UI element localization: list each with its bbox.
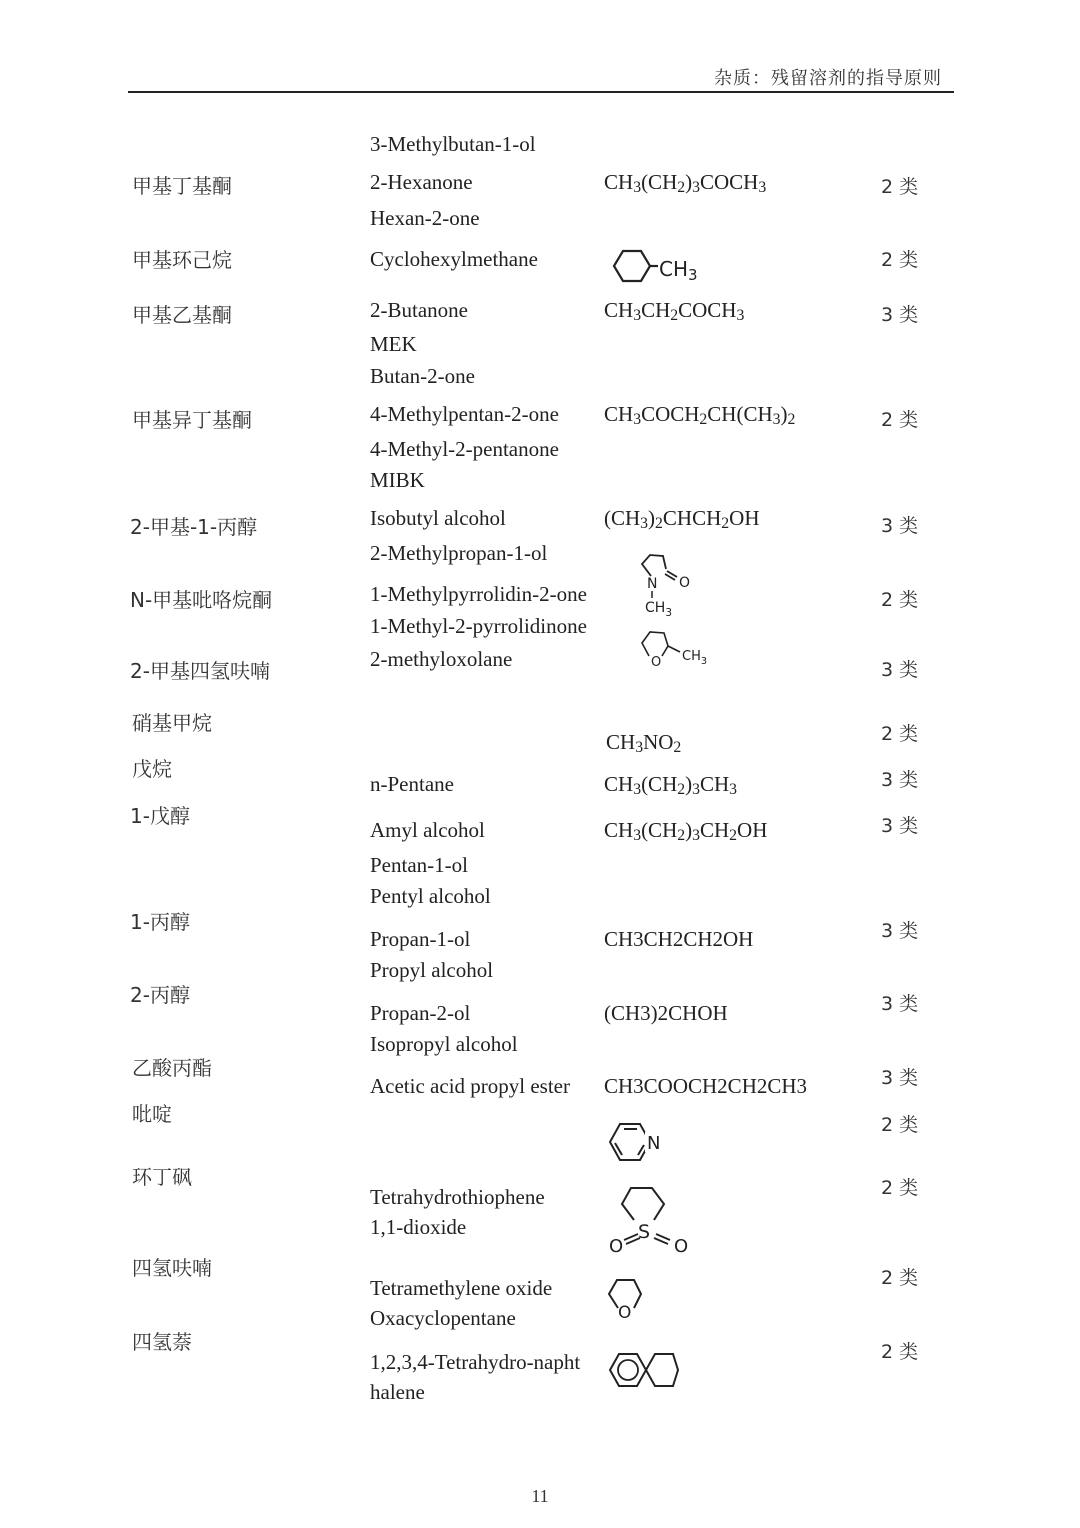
- solvent-class: 3 类: [881, 815, 919, 837]
- english-name: 1,1-dioxide: [370, 1215, 467, 1239]
- solvent-class: 3 类: [881, 304, 919, 326]
- english-name: Isopropyl alcohol: [370, 1032, 518, 1056]
- english-name: 2-Hexanone: [370, 170, 473, 194]
- solvent-class: 2 类: [881, 1177, 919, 1199]
- structure-label: O: [674, 1236, 689, 1257]
- solvent-class: 2 类: [881, 249, 919, 271]
- english-name: Oxacyclopentane: [370, 1306, 516, 1330]
- cyclohexane-ch3-structure-icon: [604, 244, 704, 288]
- english-name: Tetrahydrothiophene: [370, 1185, 545, 1209]
- structure-label: O: [618, 1303, 632, 1323]
- chinese-name: 四氢呋喃: [132, 1256, 212, 1280]
- chinese-name: 四氢萘: [132, 1330, 192, 1354]
- english-name: 2-Butanone: [370, 298, 468, 322]
- solvent-class: 3 类: [881, 993, 919, 1015]
- english-name: 4-Methyl-2-pentanone: [370, 437, 559, 461]
- solvent-class: 3 类: [881, 1067, 919, 1089]
- chinese-name: 戊烷: [132, 757, 172, 781]
- solvent-class: 2 类: [881, 1341, 919, 1363]
- english-name: Propyl alcohol: [370, 958, 494, 982]
- chinese-name: 甲基异丁基酮: [132, 408, 252, 432]
- english-name: 2-Methylpropan-1-ol: [370, 541, 548, 565]
- solvent-class: 2 类: [881, 589, 919, 611]
- molecular-formula: (CH3)2CHOH: [604, 1001, 728, 1025]
- solvent-class: 2 类: [881, 1267, 919, 1289]
- sulfolane-structure-icon: [604, 1182, 700, 1258]
- molecular-formula: $CH_3(CH_2)_3COCH_3$: [604, 170, 767, 197]
- solvent-class: 2 类: [881, 176, 919, 198]
- 2-methyloxolane-structure-icon: [636, 626, 716, 672]
- english-name: 1-Methyl-2-pyrrolidinone: [370, 614, 587, 638]
- structure-label: O: [679, 575, 691, 591]
- english-name: Propan-1-ol: [370, 927, 471, 951]
- structure-label: N: [647, 1133, 661, 1154]
- english-name: MEK: [370, 332, 417, 356]
- english-name: MIBK: [370, 468, 425, 492]
- solvent-class: 2 类: [881, 409, 919, 431]
- english-name: Cyclohexylmethane: [370, 247, 538, 271]
- english-name: Amyl alcohol: [370, 818, 485, 842]
- molecular-formula: $(CH_3)_2CHCH_2OH$: [604, 506, 760, 533]
- english-name: 4-Methylpentan-2-one: [370, 402, 559, 426]
- chinese-name: 2-甲基-1-丙醇: [130, 515, 258, 539]
- structure-label: $CH_3$: [682, 649, 708, 667]
- tetralin-structure-icon: [604, 1346, 680, 1396]
- english-name: 1,2,3,4-Tetrahydro-napht: [370, 1350, 581, 1374]
- running-header: 杂质：残留溶剂的指导原则: [714, 68, 942, 89]
- english-name: 3-Methylbutan-1-ol: [370, 132, 536, 156]
- chinese-name: 环丁砜: [132, 1165, 192, 1189]
- structure-label: S: [638, 1221, 651, 1243]
- english-name: Butan-2-one: [370, 364, 475, 388]
- english-name: Propan-2-ol: [370, 1001, 471, 1025]
- molecular-formula: $CH_3CH_2COCH_3$: [604, 298, 745, 325]
- english-name: n-Pentane: [370, 772, 454, 796]
- chinese-name: 甲基环己烷: [132, 248, 232, 272]
- english-name: Hexan-2-one: [370, 206, 480, 230]
- molecular-formula: $CH_3NO_2$: [606, 730, 682, 757]
- structure-label: $CH_3$: [645, 600, 672, 616]
- english-name: Tetramethylene oxide: [370, 1276, 553, 1300]
- molecular-formula: $CH_3(CH_2)_3CH_2OH$: [604, 818, 768, 845]
- english-name: halene: [370, 1380, 425, 1404]
- solvent-class: 3 类: [881, 659, 919, 681]
- solvent-class: 3 类: [881, 769, 919, 791]
- chinese-name: 1-丙醇: [130, 910, 190, 934]
- solvent-class: 2 类: [881, 723, 919, 745]
- chinese-name: 2-丙醇: [130, 983, 190, 1007]
- english-name: Pentan-1-ol: [370, 853, 468, 877]
- tetrahydrofuran-structure-icon: [604, 1274, 648, 1324]
- chinese-name: 吡啶: [132, 1102, 172, 1126]
- english-name: 1-Methylpyrrolidin-2-one: [370, 582, 587, 606]
- n-methylpyrrolidone-structure-icon: [632, 550, 702, 616]
- chinese-name: N-甲基吡咯烷酮: [130, 588, 273, 612]
- english-name: 2-methyloxolane: [370, 647, 513, 671]
- molecular-formula: $CH_3COCH_2CH(CH_3)_2$: [604, 402, 796, 429]
- page-number: 11: [531, 1486, 549, 1506]
- english-name: Isobutyl alcohol: [370, 506, 506, 530]
- solvent-class: 3 类: [881, 920, 919, 942]
- solvent-class: 2 类: [881, 1114, 919, 1136]
- molecular-formula: CH3CH2CH2OH: [604, 927, 754, 951]
- chinese-name: 1-戊醇: [130, 804, 190, 828]
- header-rule: [128, 91, 954, 93]
- chinese-name: 2-甲基四氢呋喃: [130, 659, 270, 683]
- pyridine-structure-icon: [604, 1118, 670, 1168]
- structure-label: N: [647, 576, 658, 592]
- english-name: Acetic acid propyl ester: [370, 1074, 570, 1098]
- molecular-formula: $CH_3(CH_2)_3CH_3$: [604, 772, 738, 799]
- chinese-name: 硝基甲烷: [132, 711, 212, 735]
- structure-label: O: [651, 655, 662, 670]
- molecular-formula: CH3COOCH2CH2CH3: [604, 1074, 808, 1098]
- structure-label: $CH_3$: [659, 257, 698, 284]
- chinese-name: 甲基乙基酮: [132, 303, 232, 327]
- chinese-name: 甲基丁基酮: [132, 174, 232, 198]
- english-name: Pentyl alcohol: [370, 884, 491, 908]
- chinese-name: 乙酸丙酯: [132, 1056, 212, 1080]
- solvent-class: 3 类: [881, 515, 919, 537]
- structure-label: O: [609, 1236, 624, 1257]
